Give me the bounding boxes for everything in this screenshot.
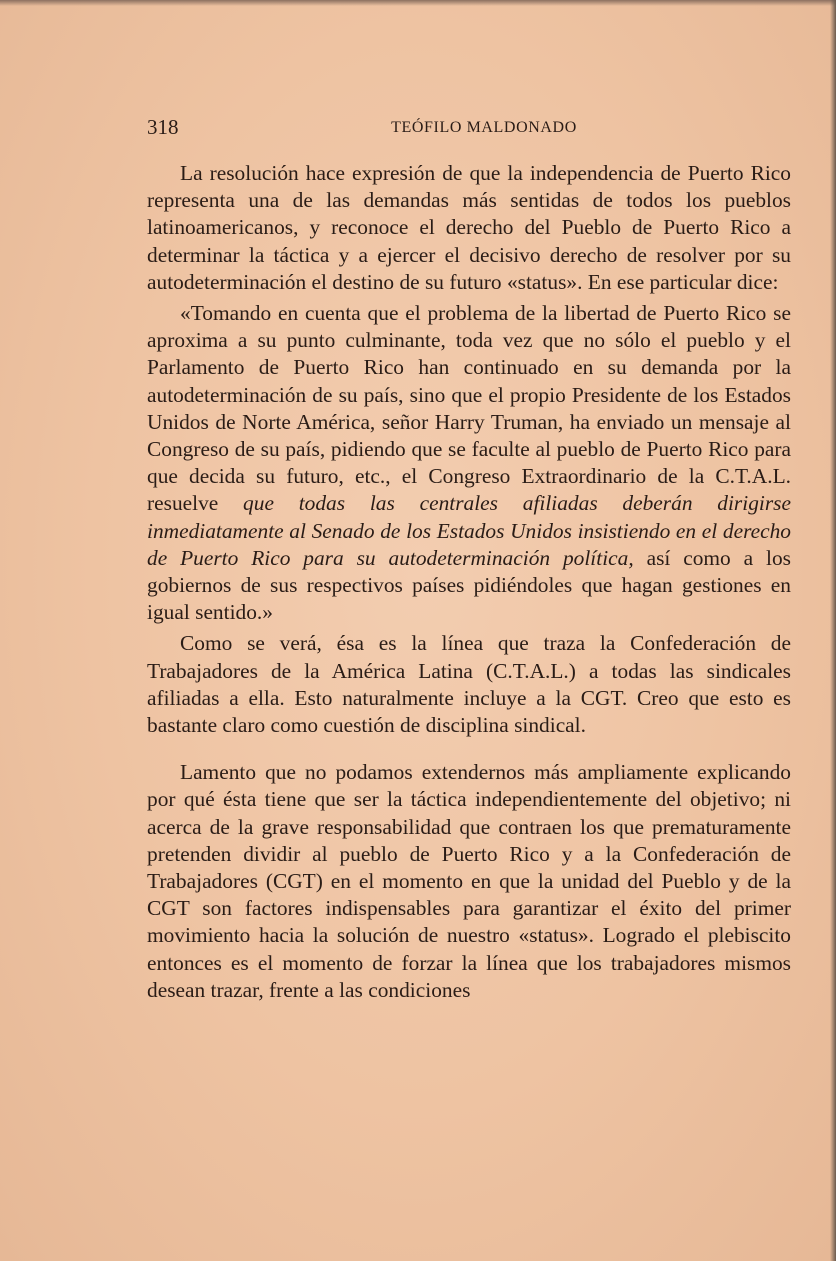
- quote-text-start: «Tomando en cuenta que el problema de la libertad de Puerto Rico se aproxima a su punto culminante, toda vez que no sólo el pueblo y el Parlamento de Puerto Rico han continuado en su demanda por la autodeterminación de su país, sino que el propio Presidente de los Estados Unidos de Norte América, señor Harry Truman, ha enviado un mensaje al Congreso de su país, pidiendo que se faculte al pueblo de Puerto Rico para que decida su futuro, etc., el Congreso Extraordinario de la C.T.A.L. resuelve: [147, 301, 791, 516]
- body-text: [147, 160, 791, 1004]
- paragraph-4: Lamento que no podamos extendernos más ampliamente explicando por qué ésta tiene que ser la táctica independientemente del objetivo; ni acerca de la grave responsabilidad que contraen los que prematuramente pretenden dividir al pueblo de Puerto Rico y a la Confederación de Trabajadores (CGT) en el momento en que la unidad del Pueblo y de la CGT son factores indispensables para garantizar el éxito del primer movimiento hacia la solución de nuestro «status». Logrado el plebiscito entonces es el momento de forzar la línea que los trabajadores mismos desean trazar, frente a las condiciones: [147, 760, 791, 1002]
- paragraph-1: La resolución hace expresión de que la independencia de Puerto Rico representa una de las demandas más sentidas de todos los pueblos latinoamericanos, y reconoce el derecho del Pueblo de Puerto Rico a determinar la táctica y a ejercer el decisivo derecho de resolver por su autodeterminación el destino de su futuro «status». En ese particular dice:: [147, 161, 791, 294]
- paragraph-3: Como se verá, ésa es la línea que traza la Confederación de Trabajadores de la América Latina (C.T.A.L.) a todas las sindicales afiliadas a ella. Esto naturalmente incluye a la CGT. Creo que esto es bastante claro como cuestión de disciplina sindical.: [147, 631, 791, 738]
- page-header: [147, 112, 791, 142]
- running-head: TEÓFILO MALDONADO: [391, 119, 577, 136]
- page-edge-shadow-top: [0, 0, 836, 6]
- quote-text-italic: que todas las centrales afiliadas deberán dirigirse inmediatamente al Senado de los Estados Unidos insistiendo en el derecho de Puerto Rico para su autodeterminación política,: [147, 491, 791, 570]
- page-edge-shadow-right: [830, 0, 836, 1261]
- page-number: 318: [147, 115, 179, 139]
- quote-text-end: así como a los gobiernos de sus respectivos países pidiéndoles que hagan gestiones en igual sentido.»: [147, 545, 791, 625]
- paragraph-2-quote: [147, 300, 791, 626]
